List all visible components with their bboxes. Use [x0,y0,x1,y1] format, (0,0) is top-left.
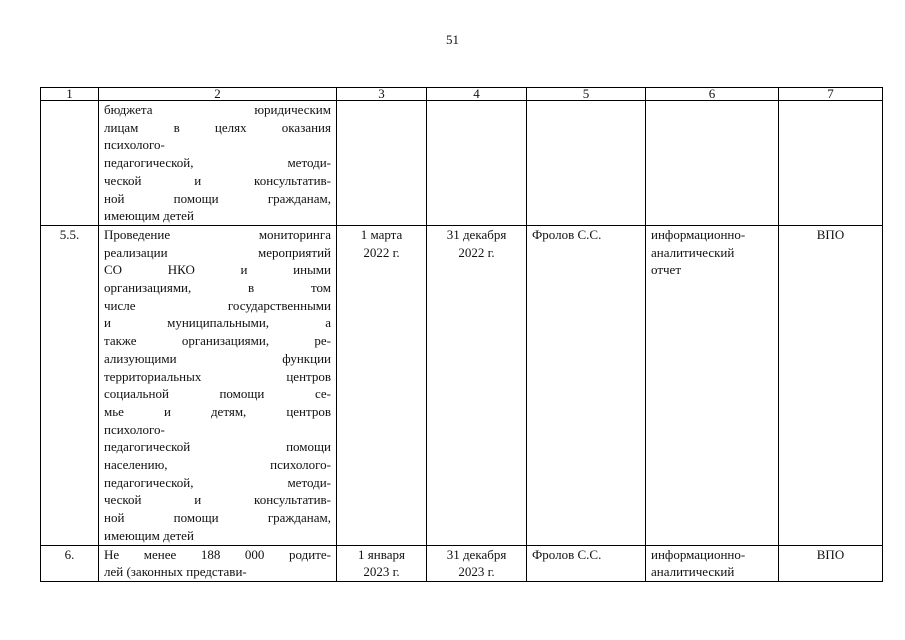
column-header-6: 6 [646,88,779,101]
description-line: лицам в целях оказания [104,119,331,135]
description-line: лей (законных представи- [104,564,247,580]
start-date-line: 2023 г. [363,564,400,580]
start-date-line: 1 января [358,546,405,562]
row-end-date [427,545,527,581]
row-description [99,101,337,226]
table-row [41,225,883,545]
description-line: Не менее 188 000 родите- [104,546,331,562]
row-type: ВПО [779,545,883,581]
column-header-1: 1 [41,88,99,101]
row-end-date [427,101,527,226]
description-line: ческой и консультатив- [104,492,331,508]
row-start-date [337,101,427,226]
row-description [99,225,337,545]
row-start-date [337,225,427,545]
description-line: населению, психолого- [104,457,331,473]
page-number: 51 [446,32,459,47]
description-line: педагогической помощи [104,439,331,455]
row-result [646,225,779,545]
row-description [99,545,337,581]
column-header-5: 5 [527,88,646,101]
row-responsible: Фролов С.С. [527,225,646,545]
description-line: психолого- [104,421,165,437]
end-date-line: 31 декабря [446,226,507,242]
table-row [41,101,883,226]
end-date-line: 2022 г. [458,244,495,260]
row-responsible [527,101,646,226]
description-line: ализующими функции [104,350,331,366]
table-header-row [41,88,883,101]
table-row [41,545,883,581]
description-line: Проведение мониторинга [104,226,331,242]
start-date-line: 2022 г. [363,244,400,260]
description-line: педагогической, методи- [104,155,331,171]
end-date-line: 31 декабря [446,546,507,562]
result-line: аналитический [651,244,735,260]
result-line: аналитический [651,564,735,580]
row-result [646,101,779,226]
row-responsible: Фролов С.С. [527,545,646,581]
row-number: 5.5. [41,225,99,545]
column-header-7: 7 [779,88,883,101]
row-start-date [337,545,427,581]
column-header-4: 4 [427,88,527,101]
end-date-line: 2023 г. [458,564,495,580]
result-line: информационно- [651,546,746,562]
description-line: ной помощи гражданам, [104,510,331,526]
plan-table [40,87,883,582]
description-line: ческой и консультатив- [104,172,331,188]
result-line: информационно- [651,226,746,242]
description-line: реализации мероприятий [104,244,331,260]
description-line: СО НКО и иными [104,262,331,278]
description-line: территориальных центров [104,368,331,384]
row-type: ВПО [779,225,883,545]
start-date-line: 1 марта [360,226,403,242]
row-type [779,101,883,226]
description-line: педагогической, методи- [104,474,331,490]
description-line: ной помощи гражданам, [104,190,331,206]
column-header-2: 2 [99,88,337,101]
description-line: и муниципальными, а [104,315,331,331]
column-header-3: 3 [337,88,427,101]
row-result [646,545,779,581]
row-number [41,101,99,226]
description-line: бюджета юридическим [104,102,331,117]
result-line: отчет [651,262,681,278]
row-end-date [427,225,527,545]
description-line: имеющим детей [104,208,194,224]
description-line: психолого- [104,137,165,153]
description-line: мье и детям, центров [104,403,331,419]
row-number: 6. [41,545,99,581]
description-line: числе государственными [104,297,331,313]
description-line: имеющим детей [104,527,194,543]
description-line: социальной помощи се- [104,386,331,402]
description-line: также организациями, ре- [104,333,331,349]
description-line: организациями, в том [104,280,331,296]
